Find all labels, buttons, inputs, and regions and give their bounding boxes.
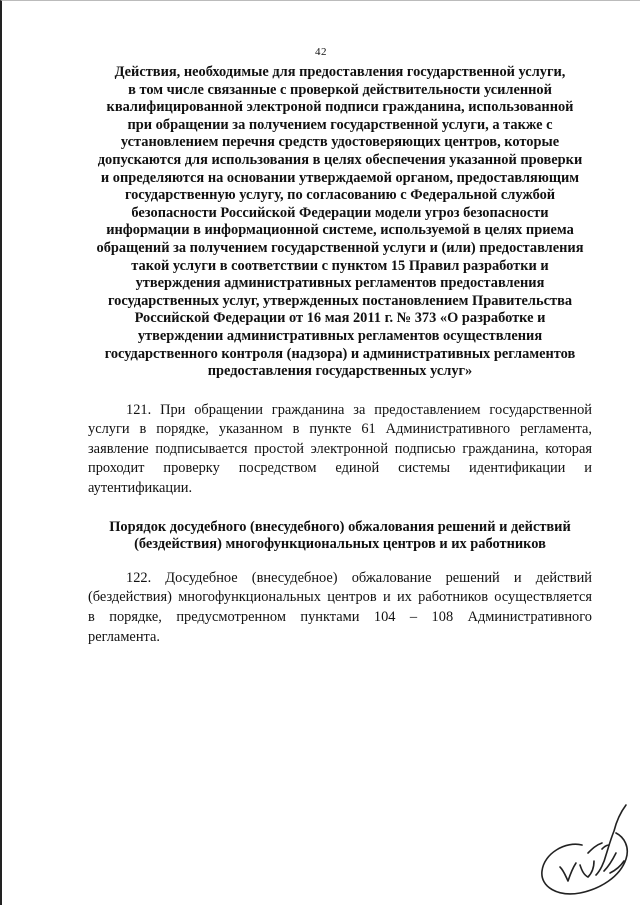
heading-line: (бездействия) многофункциональных центров и их работников <box>134 536 546 553</box>
paragraph-line: 122. Досудебное (внесудебное) обжалование решений и действий <box>126 569 592 586</box>
paragraph-121 <box>88 401 592 499</box>
heading-line: обращений за получением государственной услуги и (или) предоставления <box>96 239 584 256</box>
paragraph-line: проходит проверку посредством единой системы идентификации и <box>88 460 592 477</box>
paragraph-line: (бездействия) многофункциональных центров и их работников осуществляется <box>88 589 592 606</box>
heading-line: предоставления государственных услуг» <box>207 363 473 380</box>
paragraph-line: аутентификации. <box>88 480 193 497</box>
heading-line: установлением перечня средств удостоверяющих центров, которые <box>120 134 560 151</box>
heading-line: такой услуги в соответствии с пунктом 15 Правил разработки и <box>131 257 549 274</box>
document-content <box>88 64 592 647</box>
heading-line: государственного контроля (надзора) и административных регламентов <box>104 345 576 362</box>
page-number: 42 <box>315 46 327 58</box>
paragraph-line: регламента. <box>88 628 160 645</box>
heading-line: Порядок досудебного (внесудебного) обжалования решений и действий <box>109 518 571 535</box>
heading-line: безопасности Российской Федерации модели угроз безопасности <box>131 204 549 221</box>
paragraph-line: в порядке, предусмотренном пунктами 104 – 108 Административного <box>88 609 592 626</box>
heading-line: в том числе связанные с проверкой действительности усиленной <box>128 81 552 98</box>
paragraph-line: 121. При обращении гражданина за предоставлением государственной <box>126 401 592 418</box>
paragraph-line: услуги в порядке, указанном в пункте 61 Административного регламента, <box>88 421 592 438</box>
heading-line: государственную услугу, по согласованию с Федеральной службой <box>124 187 556 204</box>
heading-line: квалифицированной электроной подписи гражданина, использованной <box>106 99 574 116</box>
heading-line: утверждении административных регламентов осуществления <box>137 327 543 344</box>
heading-line: Российской Федерации от 16 мая 2011 г. № 373 «О разработке и <box>134 310 546 327</box>
heading-line: допускаются для использования в целях обеспечения указанной проверки <box>97 151 583 168</box>
heading-line: и определяются на основании утверждаемой органом, предоставляющим <box>100 169 580 186</box>
heading-line: государственных услуг, утвержденных постановлением Правительства <box>107 292 573 309</box>
paragraph-line: заявление подписывается простой электронной подписью гражданина, которая <box>88 440 592 457</box>
paragraph-122 <box>88 569 592 647</box>
heading-line: Действия, необходимые для предоставления государственной услуги, <box>114 64 566 80</box>
heading-line: утверждения административных регламентов предоставления <box>135 275 545 292</box>
signature-icon <box>536 801 636 901</box>
heading-line: при обращении за получением государственной услуги, а также с <box>127 116 553 133</box>
heading-line: информации в информационной системе, используемой в целях приема <box>106 222 574 239</box>
section-heading-pretrial-appeal <box>88 519 592 554</box>
section-heading-signature-verification <box>88 64 592 381</box>
